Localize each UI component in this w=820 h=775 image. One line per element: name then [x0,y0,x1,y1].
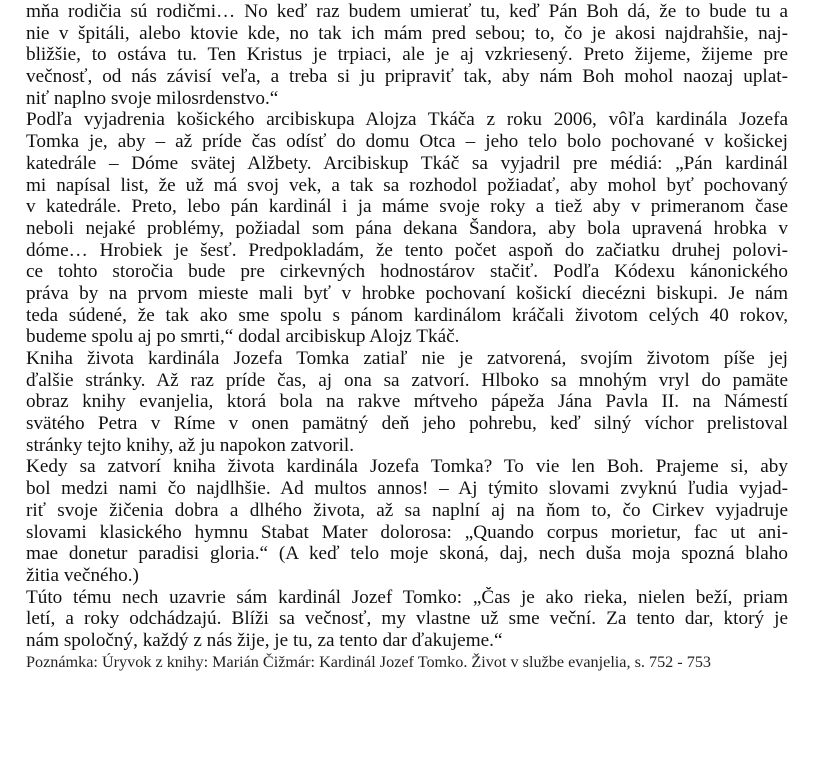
text-line: v katedrále. Preto, lebo pán kardinál i ja máme svoje roky a tiež aby v primeranom čase [26,196,788,218]
text-line: bol medzi nami čo najdlhšie. Ad multos annos! – Aj týmito slovami zvyknú ľudia vyjad- [26,478,788,500]
text-line: Kedy sa zatvorí kniha života kardinála Jozefa Tomka? To vie len Boh. Prajeme si, aby [26,456,788,478]
text-line: Túto tému nech uzavrie sám kardinál Jozef Tomko: „Čas je ako rieka, nielen beží, priam [26,586,788,608]
source-note: Poznámka: Úryvok z knihy: Marián Čižmár: Kardinál Jozef Tomko. Život v službe evanjelia, s. 752 - 753 [26,652,712,671]
paragraph-closing-quote [26,587,788,652]
text-line: teda súdené, že tak ako sme spolu s pánom kardinálom kráčali životom celých 40 rokov, [26,304,788,326]
text-line: neboli nejaké problémy, požiadal som pána dekana Šandora, aby bola upravená hrobka v [26,217,788,239]
text-line: mi napísal list, že už má svoj vek, a tak sa rozhodol požiadať, aby mohol byť pochovaný [26,174,788,196]
paragraph-book-of-life [26,348,788,456]
text-line: Tomka je, aby – až príde čas odísť do domu Otca – jeho telo bolo pochované v košickej [26,131,788,153]
text-line: katedrále – Dóme svätej Alžbety. Arcibiskup Tkáč sa vyjadril pre médiá: „Pán kardinál [26,152,788,174]
text-line: svätého Petra v Ríme v onen pamätný deň jeho pohrebu, keď silný víchor prelistoval [26,413,788,435]
paragraph-quote-ending [26,1,788,109]
document-page [26,1,788,672]
text-line: obraz knihy evanjelia, ktorá bola na rakve mŕtveho pápeža Jána Pavla II. na Námestí [26,391,788,413]
text-line: Podľa vyjadrenia košického arcibiskupa Alojza Tkáča z roku 2006, vôľa kardinála Jozefa [26,109,788,131]
text-line: riť svoje žičenia dobra a dlhého života, až sa naplní aj na ňom to, čo Cirkev vyjadruje [26,499,788,521]
text-line: dóme… Hrobiek je šesť. Predpokladám, že tento počet aspoň do začiatku druhej polovi- [26,239,788,261]
text-line: Kniha života kardinála Jozefa Tomka zatiaľ nie je zatvorená, svojím životom píše jej [26,348,788,369]
paragraph-ad-multos-annos [26,456,788,586]
text-line: nie v špitáli, alebo ktovie kde, no tak ich mám pred sebou; to, čo je akosi najdrahšie, naj- [26,22,788,44]
text-line: budeme spolu aj po smrti,“ dodal arcibiskup Alojz Tkáč. [26,326,460,348]
text-line: letí, a roky odchádzajú. Blíži sa večnosť, my vlastne už sme veční. Za tento dar, ktorý je [26,608,788,630]
text-line: žitia večného.) [26,564,139,586]
paragraph-burial-wish [26,109,788,348]
text-line: bližšie, to ostáva tu. Ten Kristus je trpiaci, ale je aj vzkriesený. Preto žijeme, žijeme pre [26,44,788,66]
text-line: stránky tejto knihy, až ju napokon zatvoril. [26,434,355,456]
text-line: ďalšie stránky. Až raz príde čas, aj ona sa zatvorí. Hlboko sa mnohým vryl do pamäte [26,369,788,391]
text-line: práva by na prvom mieste mali byť v hrobke pochovaní košickí diecézni biskupi. Je nám [26,282,788,304]
text-line: mňa rodičia sú rodičmi… No keď raz budem umierať tu, keď Pán Boh dá, že to bude tu a [26,1,788,22]
text-line: večnosť, od nás závisí veľa, a treba si ju pripraviť tak, aby nám Boh mohol naozaj uplat- [26,66,788,88]
text-line: niť naplno svoje milosrdenstvo.“ [26,87,279,109]
text-line: nám spoločný, každý z nás žije, je tu, za tento dar ďakujeme.“ [26,629,503,651]
text-line: slovami klasického hymnu Stabat Mater dolorosa: „Quando corpus morietur, fac ut ani- [26,521,788,543]
text-line: mae donetur paradisi gloria.“ (A keď telo moje skoná, daj, nech duša moja spozná blaho [26,543,788,565]
text-line: ce tohto storočia bude pre cirkevných hodnostárov stačiť. Podľa Kódexu kánonického [26,261,788,283]
